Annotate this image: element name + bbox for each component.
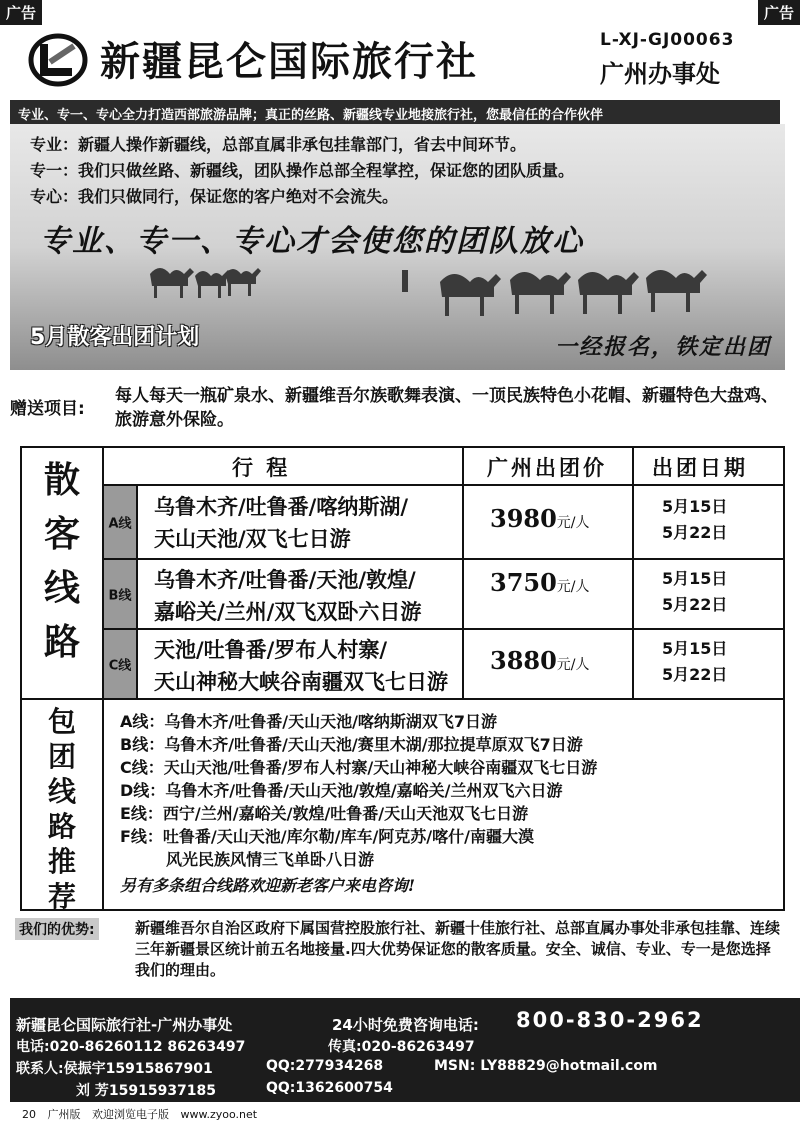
footer-phone: 电话:020-86260112 86263497 (16, 1039, 246, 1055)
header-route: 行 程 (232, 456, 291, 480)
package-line: 风光民族风情三飞单卧八日游 (166, 850, 375, 869)
advantages-label: 我们的优势: (15, 918, 99, 940)
promo: 欢迎浏览电子版 (92, 1108, 169, 1121)
footer-hotline-label: 24小时免费咨询电话: (332, 1016, 479, 1034)
route-b-tag: B线 (104, 560, 136, 628)
plan-title: 5月散客出团计划 (30, 325, 200, 350)
package-line: E线：西宁/兰州/嘉峪关/敦煌/吐鲁番/天山天池双飞七日游 (120, 804, 529, 823)
point-professional: 专业：新疆人操作新疆线，总部直属非承包挂靠部门，省去中间环节。 (30, 135, 527, 154)
route-c-tag: C线 (104, 630, 136, 698)
license-number: L-XJ-GJ00063 (600, 30, 735, 50)
route-b-itinerary: 乌鲁木齐/吐鲁番/天池/敦煌/ 嘉峪关/兰州/双飞双卧六日游 (154, 568, 422, 624)
footer-hotline[interactable]: 800-830-2962 (516, 1008, 704, 1032)
footer-msn[interactable]: MSN: LY88829@hotmail.com (434, 1058, 658, 1074)
office-name: 广州办事处 (600, 60, 720, 88)
route-a-itinerary: 乌鲁木齐/吐鲁番/喀纳斯湖/ 天山天池/双飞七日游 (154, 495, 409, 551)
package-routes-label: 包 团 线 路 推 荐 (47, 705, 76, 913)
routes-table (20, 446, 785, 911)
package-line: A线：乌鲁木齐/吐鲁番/天山天池/喀纳斯湖双飞7日游 (120, 712, 498, 731)
route-c-price: 3880元/人 (490, 646, 590, 675)
package-list (120, 710, 597, 897)
ad-tag-left: 广告 (0, 0, 42, 25)
site-url[interactable]: www.zyoo.net (180, 1108, 258, 1121)
brand-name: 新疆昆仑国际旅行社 (100, 38, 478, 85)
route-a-tag: A线 (104, 486, 136, 558)
route-a-price: 3980元/人 (490, 504, 590, 533)
package-note: 另有多条组合线路欢迎新老客户来电咨询! (120, 876, 416, 895)
point-dedicated: 专心：我们只做同行，保证您的客户绝对不会流失。 (30, 187, 399, 206)
route-b-price: 3750元/人 (490, 568, 590, 597)
calligraphy-slogan: 专业、专一、专心才会使您的团队放心 (40, 224, 584, 259)
footer-qq-2: QQ:1362600754 (266, 1080, 393, 1096)
footer-qq-1: QQ:277934268 (266, 1058, 384, 1074)
guarantee-text: 一经报名，铁定出团 (554, 335, 771, 360)
header (10, 24, 790, 94)
ad-tag-right: 广告 (758, 0, 800, 25)
point-focused: 专一：我们只做丝路、新疆线，团队操作总部全程掌控，保证您的团队质量。 (30, 161, 575, 180)
footer-company: 新疆昆仑国际旅行社-广州办事处 (16, 1016, 233, 1034)
agency-logo-icon (28, 32, 88, 88)
package-line: B线：乌鲁木齐/吐鲁番/天山天池/赛里木湖/那拉提草原双飞7日游 (120, 735, 583, 754)
header-date: 出团日期 (652, 456, 748, 480)
footer-contact-2: 刘 芳15915937185 (76, 1083, 217, 1099)
scattered-routes-label: 散 客 线 路 (43, 460, 80, 663)
banner (10, 124, 785, 370)
footer-fax: 传真:020-86263497 (328, 1039, 475, 1055)
contact-footer (10, 998, 800, 1102)
package-line: C线：天山天池/吐鲁番/罗布人村寨/天山神秘大峡谷南疆双飞七日游 (120, 758, 598, 777)
package-line: F线：吐鲁番/天山天池/库尔勒/库车/阿克苏/喀什/南疆大漠 (120, 827, 534, 846)
advantages-text: 新疆维吾尔自治区政府下属国营控股旅行社、新疆十佳旅行社、总部直属办事处非承包挂靠、连续三年新疆景区统计前五名地接量.四大优势保证您的散客质量。安全、诚信、专业、专一是您选择我们的理由。 (135, 919, 781, 979)
route-c-dates: 5月15日 5月22日 (662, 639, 728, 684)
gift-label: 赠送项目: (10, 399, 85, 419)
route-a-dates: 5月15日 5月22日 (662, 497, 728, 542)
route-c-itinerary: 天池/吐鲁番/罗布人村寨/ 天山神秘大峡谷南疆双飞七日游 (154, 638, 448, 694)
slogan-bar: 专业、专一、专心全力打造西部旅游品牌；真正的丝路、新疆线专业地接旅行社，您最信任的合作伙伴 (10, 100, 780, 124)
page-number: 20 (22, 1108, 36, 1121)
gift-text: 每人每天一瓶矿泉水、新疆维吾尔族歌舞表演、一顶民族特色小花帽、新疆特色大盘鸡、旅游意外保险。 (115, 386, 778, 430)
footer-contact-1: 联系人:侯振宇15915867901 (16, 1061, 213, 1077)
package-line: D线：乌鲁木齐/吐鲁番/天山天池/敦煌/嘉峪关/兰州双飞六日游 (120, 781, 563, 800)
page-footer (22, 1106, 265, 1122)
route-b-dates: 5月15日 5月22日 (662, 569, 728, 614)
edition: 广州版 (47, 1108, 81, 1121)
header-price: 广州出团价 (487, 456, 607, 480)
